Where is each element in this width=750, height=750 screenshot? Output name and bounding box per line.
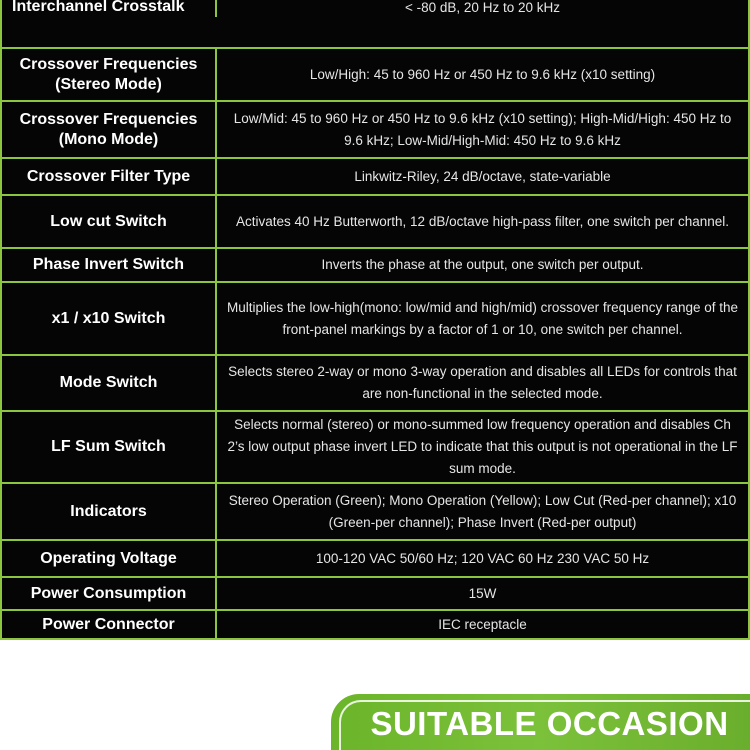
spec-label: Interchannel Crosstalk <box>2 0 217 17</box>
spec-label: x1 / x10 Switch <box>2 283 217 354</box>
spec-value: Multiplies the low-high(mono: low/mid and high/mid) crossover frequency range of the front-panel markings by a factor of 1 or 10, one switch per channel. <box>227 299 738 337</box>
banner-title: SUITABLE OCCASION <box>370 705 729 742</box>
table-row <box>2 249 748 283</box>
table-row <box>2 0 748 49</box>
spec-value: Low/High: 45 to 960 Hz or 450 Hz to 9.6 kHz (x10 setting) <box>309 66 656 82</box>
spec-value: Selects normal (stereo) or mono-summed low frequency operation and disables Ch 2’s low output phase invert LED to indicate that this output is not operational in the LF sum mode. <box>227 417 738 476</box>
spec-label: Phase Invert Switch <box>2 249 217 281</box>
suitable-occasion-banner <box>331 694 750 750</box>
table-row <box>2 102 748 159</box>
spec-label: LF Sum Switch <box>2 412 217 482</box>
table-row <box>2 356 748 412</box>
table-row <box>2 196 748 249</box>
spec-label: Crossover Frequencies (Mono Mode) <box>2 102 217 157</box>
spec-value: Inverts the phase at the output, one switch per output. <box>321 257 644 272</box>
table-row <box>2 578 748 611</box>
spec-value: Activates 40 Hz Butterworth, 12 dB/octave high-pass filter, one switch per channel. <box>235 213 729 229</box>
spec-value: Low/Mid: 45 to 960 Hz or 450 Hz to 9.6 kHz (x10 setting); High-Mid/High: 450 Hz to 9.6 kHz; Low-Mid/High-Mid: 450 Hz to 9.6 kHz <box>233 110 732 148</box>
table-row <box>2 412 748 484</box>
spec-label: Low cut Switch <box>2 196 217 247</box>
spec-value: IEC receptacle <box>438 616 527 632</box>
table-row <box>2 159 748 196</box>
spec-label: Operating Voltage <box>2 541 217 576</box>
spec-label: Power Consumption <box>2 578 217 609</box>
table-row <box>2 541 748 578</box>
spec-label: Crossover Filter Type <box>2 159 217 194</box>
spec-value: Stereo Operation (Green); Mono Operation (Yellow); Low Cut (Red-per channel); x10 (Green-per channel); Phase Invert (Red-per output) <box>228 492 737 530</box>
spec-value: Linkwitz-Riley, 24 dB/octave, state-variable <box>354 168 611 184</box>
spec-label: Power Connector <box>2 611 217 638</box>
spec-value: 100-120 VAC 50/60 Hz; 120 VAC 60 Hz 230 VAC 50 Hz <box>315 550 650 566</box>
spec-value: Selects stereo 2-way or mono 3-way operation and disables all LEDs for controls that are non-functional in the selected mode. <box>228 364 737 401</box>
spec-label: Crossover Frequencies (Stereo Mode) <box>2 49 217 100</box>
spec-label: Mode Switch <box>2 356 217 410</box>
spec-value: 15W <box>468 585 497 601</box>
table-row <box>2 611 748 640</box>
table-row <box>2 283 748 356</box>
table-row <box>2 484 748 541</box>
spec-value: < -80 dB, 20 Hz to 20 kHz <box>405 0 560 15</box>
spec-label: Indicators <box>2 484 217 539</box>
table-row <box>2 49 748 102</box>
